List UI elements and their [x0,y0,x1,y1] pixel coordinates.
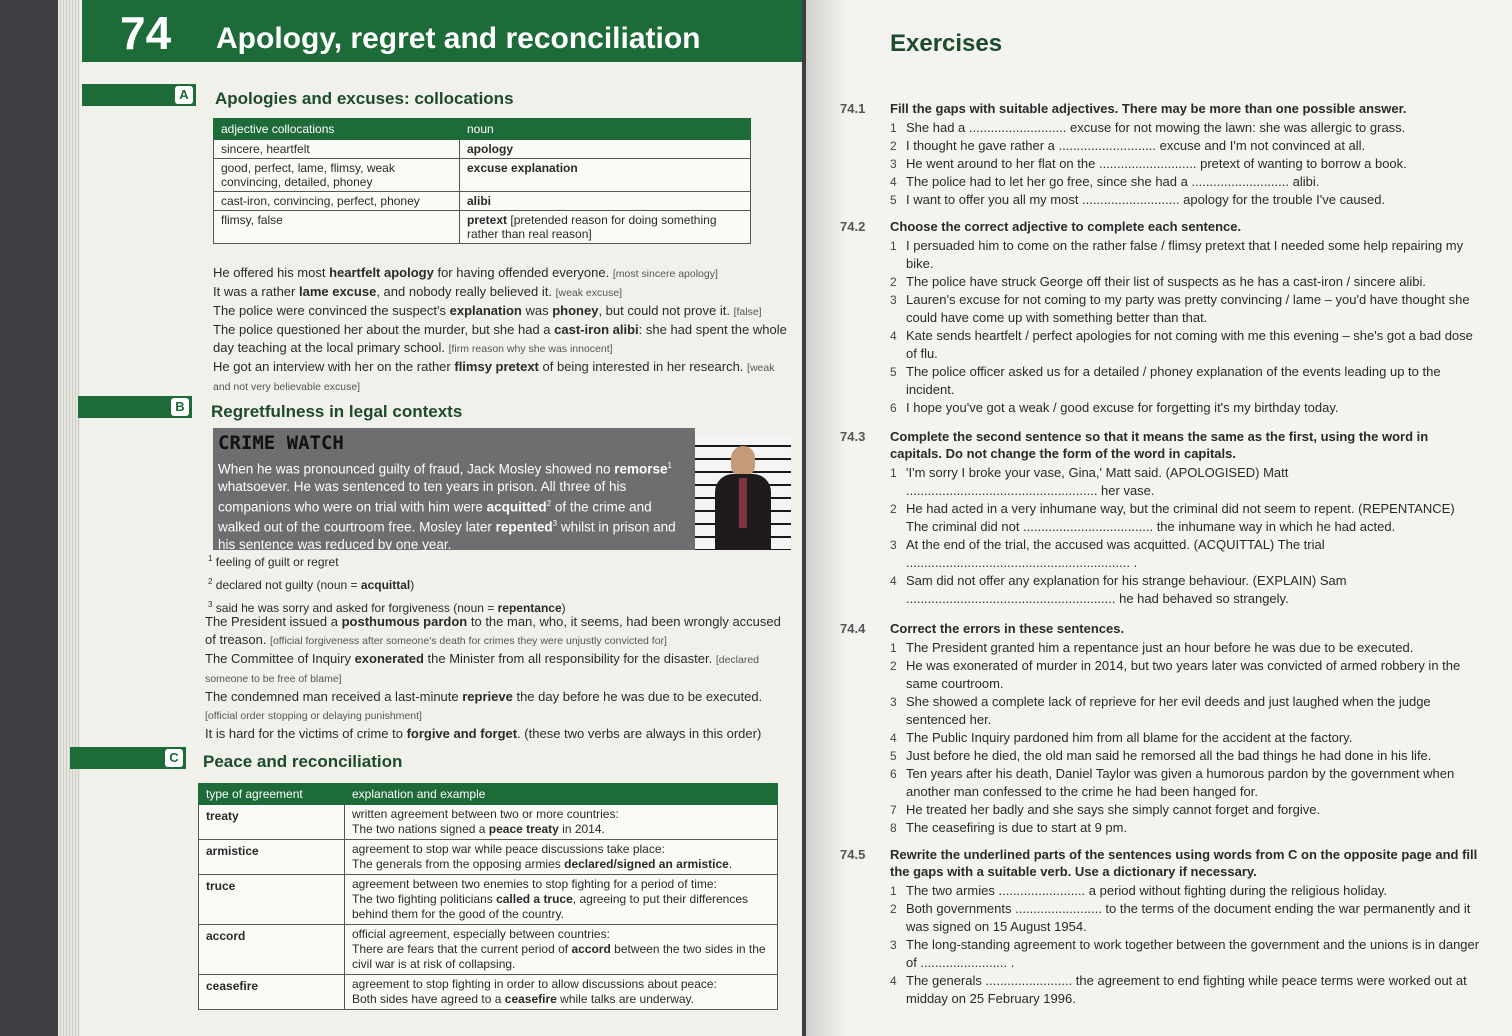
list-item: 2 He had acted in a very inhumane way, but the criminal did not seem to repent. (REPENTANCE) The criminal did not .................................... the inhumane way in which he had acted. [890,501,1455,534]
exercise-items [890,639,1480,837]
list-item: 1 She had a ........................... excuse for not mowing the lawn: she was allergic to grass. [890,120,1406,135]
exercise-items [890,464,1480,608]
list-item: 1 'I'm sorry I broke your vase, Gina,' Matt said. (APOLOGISED) Matt ..................................................... her vase. [890,465,1289,498]
example-sentence: It was a rather lame excuse, and nobody really believed it. [weak excuse] [213,284,623,299]
crime-watch-text: When he was pronounced guilty of fraud, Jack Mosley showed no remorse$^1$ whatsoever. He was sentenced to ten years in prison. All three of his companions who were on trial with him were acquitted$^2$ of the crime and walked out of the courtroom free. Mosley later repented$^3$ whilst in prison and his sentence was reduced by one year. [218,461,676,552]
exercise-number: 74.1 [840,101,866,116]
exercise-heading: Fill the gaps with suitable adjectives. There may be more than one possible answer. [890,101,1407,116]
table-row: truce agreement between two enemies to stop fighting for a period of time: The two fighting politicians called a truce, agreeing to put their differences behind them for the good of the country. [199,875,778,925]
example-sentence: The police questioned her about the murder, but she had a cast-iron alibi: she had spent the whole day teaching at the local primary school. [firm reason why she was innocent] [213,322,787,355]
right-page [806,0,1512,1036]
list-item: 2 The police have struck George off their list of suspects as he has a cast-iron / sincere alibi. [890,274,1427,289]
crime-watch-title: CRIME WATCH [218,432,344,454]
crime-watch-box [213,428,695,550]
footnote: $^1$ feeling of guilt or regret [208,554,339,569]
footnote: $^3$ said he was sorry and asked for forgiveness (noun = repentance) [208,600,566,615]
list-item: 3 She showed a complete lack of reprieve for her evil deeds and just laughed when the judge sentenced her. [890,694,1431,727]
unit-title: Apology, regret and reconciliation [216,22,701,55]
page-edge [58,0,80,1036]
exercise-block [840,218,1480,417]
example-sentence: He offered his most heartfelt apology for having offended everyone. [most sincere apology] [213,265,718,280]
list-item: 3 Lauren's excuse for not coming to my party was pretty convincing / lame – you'd have thought she could have come up with something better than that. [890,292,1470,325]
list-item: 4 Sam did not offer any explanation for his strange behaviour. (EXPLAIN) Sam .......................................................... he had behaved so strangely. [890,573,1347,606]
exercise-block [840,428,1480,608]
exercise-items [890,882,1480,1008]
table-row: accord official agreement, especially between countries: There are fears that the current period of accord between the two sides in the civil war is at risk of collapsing. [199,925,778,975]
list-item: 7 He treated her badly and she says she simply cannot forget and forgive. [890,802,1321,817]
table-row: good, perfect, lame, flimsy, weak convincing, detailed, phoney excuse explanation [214,159,751,192]
section-c-title: Peace and reconciliation [203,752,403,771]
list-item: 3 The long-standing agreement to work together between the government and the unions is in danger of ........................ . [890,937,1480,970]
section-c-badge: C [165,749,183,767]
exercise-items [890,119,1480,209]
footnotes [208,549,708,618]
table-row: treaty written agreement between two or more countries: The two nations signed a peace treaty in 2014. [199,805,778,840]
exercise-number: 74.3 [840,429,866,444]
collocations-table [213,118,751,244]
exercise-block [840,100,1480,209]
list-item: 4 Kate sends heartfelt / perfect apologies for not coming with me this evening – she's got a bad dose of flu. [890,328,1473,361]
table-header: adjective collocations [214,119,460,140]
list-item: 3 At the end of the trial, the accused was acquitted. (ACQUITTAL) The trial .............................................................. . [890,537,1325,570]
exercise-number: 74.4 [840,621,866,636]
exercise-number: 74.2 [840,219,866,234]
section-a-title: Apologies and excuses: collocations [215,89,514,108]
exercise-heading: Correct the errors in these sentences. [890,621,1125,636]
exercise-heading: Rewrite the underlined parts of the sentences using words from C on the opposite page and fill the gaps with a suitable verb. Use a dictionary if necessary. [890,847,1478,879]
list-item: 1 The President granted him a repentance just an hour before he was due to be executed. [890,640,1414,655]
section-a-examples [213,264,793,396]
table-row: cast-iron, convincing, perfect, phoney alibi [214,192,751,211]
list-item: 2 He was exonerated of murder in 2014, but two years later was convicted of armed robbery in the same courtroom. [890,658,1461,691]
exercise-heading: Choose the correct adjective to complete each sentence. [890,219,1242,234]
list-item: 8 The ceasefiring is due to start at 9 pm. [890,820,1128,835]
exercise-number: 74.5 [840,847,866,862]
section-b-examples [205,613,790,743]
table-row: ceasefire agreement to stop fighting in order to allow discussions about peace: Both sides have agreed to a ceasefire while talks are underway. [199,975,778,1010]
exercise-block [840,620,1480,837]
table-header: noun [460,119,751,140]
list-item: 4 The generals ........................ the agreement to end fighting while peace terms were worked out at midday on 25 February 1996. [890,973,1467,1006]
list-item: 3 He went around to her flat on the ........................... pretext of wanting to borrow a book. [890,156,1407,171]
suspect-photo [695,434,791,550]
exercise-block [840,846,1480,1008]
table-header: explanation and example [345,784,778,805]
example-sentence: The Committee of Inquiry exonerated the Minister from all responsibility for the disaster. [declared someone to be free of blame] [205,651,760,685]
table-header: type of agreement [199,784,345,805]
exercise-items [890,237,1480,417]
left-page [58,0,802,1036]
list-item: 2 I thought he gave rather a ........................... excuse and I'm not convinced at all. [890,138,1366,153]
agreements-table [198,783,778,1010]
list-item: 1 I persuaded him to come on the rather false / flimsy pretext that I needed some help repairing my bike. [890,238,1464,271]
table-row: sincere, heartfelt apology [214,140,751,159]
list-item: 4 The Public Inquiry pardoned him from all blame for the accident at the factory. [890,730,1353,745]
list-item: 4 The police had to let her go free, since she had a ........................... alibi. [890,174,1320,189]
list-item: 2 Both governments ........................ to the terms of the document ending the war permanently and it was signed on 15 August 1954. [890,901,1471,934]
suspect-figure [713,446,773,550]
section-a-badge: A [175,86,193,104]
exercises-title: Exercises [890,30,1003,57]
example-sentence: The President issued a posthumous pardon to the man, who, it seems, had been wrongly accused of treason. [official forgiveness after someone's death for crimes they were unjustly convicted for] [205,614,781,647]
list-item: 5 The police officer asked us for a detailed / phoney explanation of the events leading up to the incident. [890,364,1441,397]
table-row: armistice agreement to stop war while peace discussions take place: The generals from the opposing armies declared/signed an armistice. [199,840,778,875]
list-item: 5 I want to offer you all my most ........................... apology for the trouble I've caused. [890,192,1386,207]
list-item: 5 Just before he died, the old man said he remorsed all the bad things he had done in his life. [890,748,1432,763]
example-sentence: The police were convinced the suspect's explanation was phoney, but could not prove it. [false] [213,303,762,318]
footnote: $^2$ declared not guilty (noun = acquittal) [208,577,415,592]
section-b-badge: B [171,398,189,416]
example-sentence: He got an interview with her on the rather flimsy pretext of being interested in her research. [weak and not very believable excuse] [213,359,775,393]
unit-number: 74 [120,7,172,59]
section-b-title: Regretfulness in legal contexts [211,402,463,421]
list-item: 1 The two armies ........................ a period without fighting during the religious holiday. [890,883,1387,898]
table-row: flimsy, false pretext [pretended reason for doing something rather than real reason] [214,211,751,244]
example-sentence: It is hard for the victims of crime to forgive and forget. (these two verbs are always in this order) [205,726,762,741]
list-item: 6 I hope you've got a weak / good excuse for forgetting it's my birthday today. [890,400,1339,415]
list-item: 6 Ten years after his death, Daniel Taylor was given a humorous pardon by the government when another man confessed to the crime he had been hanged for. [890,766,1455,799]
example-sentence: The condemned man received a last-minute reprieve the day before he was due to be executed. [official order stopping or delaying punishment] [205,689,763,722]
exercise-heading: Complete the second sentence so that it means the same as the first, using the word in capitals. Do not change the form of the word in capitals. [890,429,1429,461]
